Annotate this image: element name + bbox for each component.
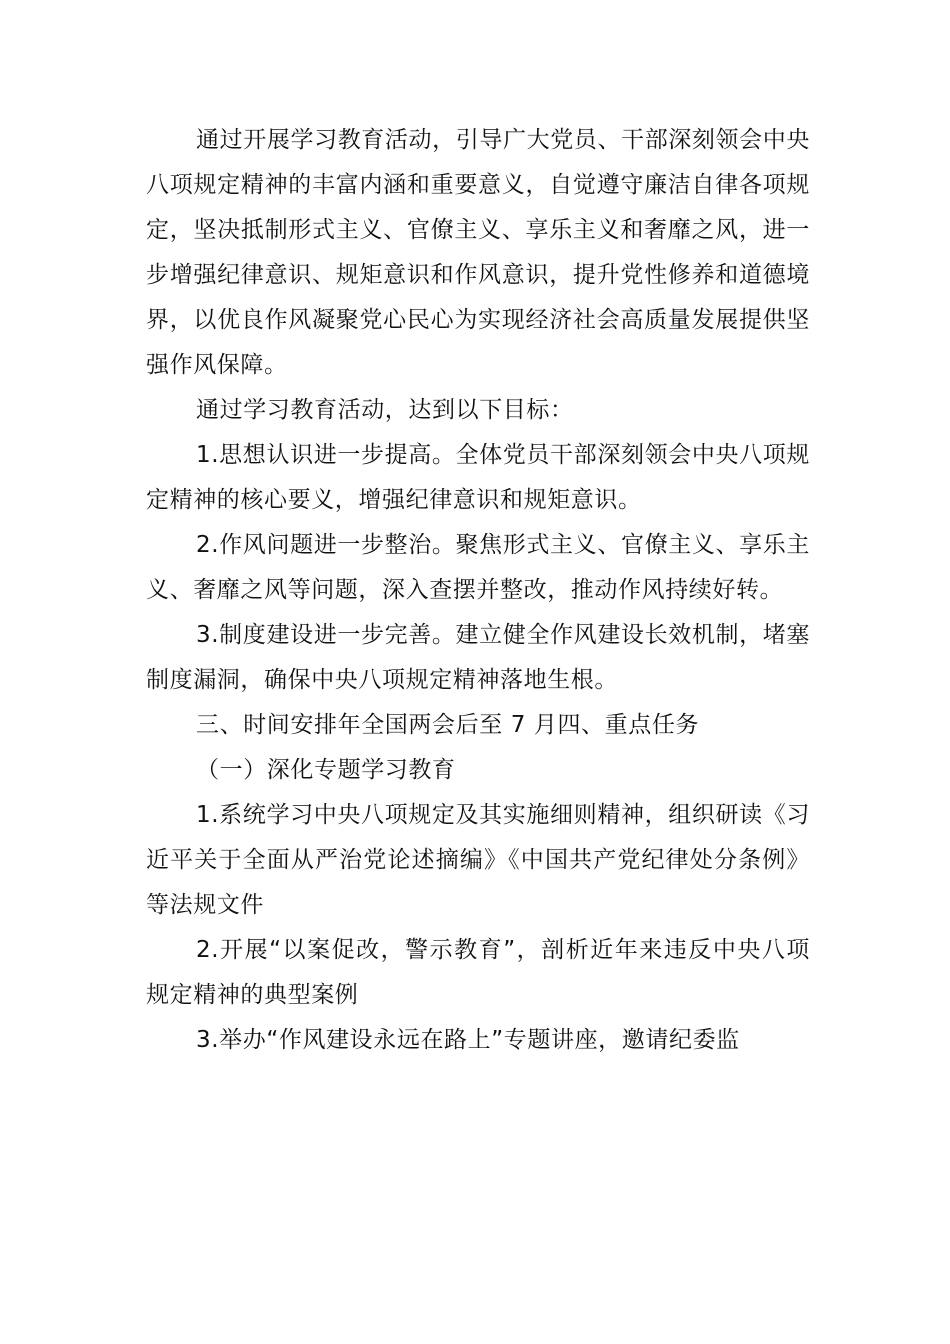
paragraph-goal-2: 2.作风问题进一步整治。聚焦形式主义、官僚主义、享乐主义、奢靡之风等问题，深入查摆并整改，推动作风持续好转。 bbox=[146, 532, 810, 603]
paragraph-goal-3: 3.制度建设进一步完善。建立健全作风建设长效机制，堵塞制度漏洞，确保中央八项规定精神落地生根。 bbox=[146, 622, 810, 693]
paragraph-goals-lead: 通过学习教育活动，达到以下目标： bbox=[196, 397, 574, 423]
section-heading-schedule: 三、时间安排年全国两会后至 7 月四、重点任务 bbox=[196, 712, 700, 738]
paragraph-task-2: 2.开展“以案促改，警示教育”，剖析近年来违反中央八项规定精神的典型案例 bbox=[146, 937, 810, 1008]
paragraph-goal-1: 1.思想认识进一步提高。全体党员干部深刻领会中央八项规定精神的核心要义，增强纪律意识和规矩意识。 bbox=[146, 442, 810, 513]
document-body bbox=[146, 118, 810, 1063]
subsection-heading-study: （一）深化专题学习教育 bbox=[196, 757, 456, 783]
paragraph-task-1: 1.系统学习中央八项规定及其实施细则精神，组织研读《习近平关于全面从严治党论述摘编》《中国共产党纪律处分条例》等法规文件 bbox=[146, 802, 810, 918]
paragraph-intro: 通过开展学习教育活动，引导广大党员、干部深刻领会中央八项规定精神的丰富内涵和重要意义，自觉遵守廉洁自律各项规定，坚决抵制形式主义、官僚主义、享乐主义和奢靡之风，进一步增强纪律意识、规矩意识和作风意识，提升党性修养和道德境界，以优良作风凝聚党心民心为实现经济社会高质量发展提供坚强作风保障。 bbox=[146, 127, 810, 378]
paragraph-task-3: 3.举办“作风建设永远在路上”专题讲座，邀请纪委监 bbox=[196, 1027, 740, 1053]
